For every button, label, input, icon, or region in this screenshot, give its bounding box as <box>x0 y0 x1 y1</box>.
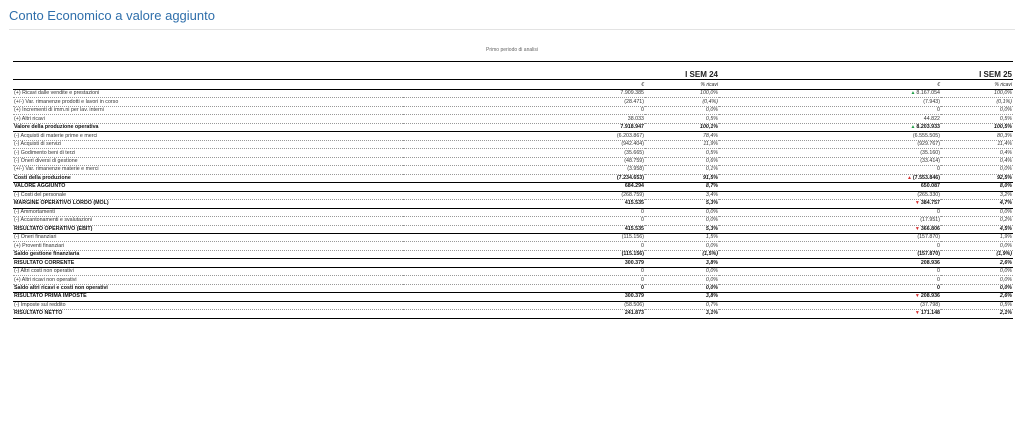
period-1-value: (7.234.653) <box>403 174 645 182</box>
table-row <box>13 259 1013 267</box>
row-label: (+) Ricavi dalle vendite e prestazioni <box>13 90 403 98</box>
table-row <box>13 98 1013 106</box>
period-1-percent: 0,0% <box>645 242 719 250</box>
table-row <box>13 157 1013 165</box>
row-label: (+) Altri ricavi <box>13 115 403 123</box>
table-row <box>13 132 1013 140</box>
arrow-down-icon: ▼ <box>914 200 920 207</box>
period-1-value: 0 <box>403 284 645 292</box>
row-label: RISULTATO OPERATIVO (EBIT) <box>13 225 403 233</box>
period-2-percent: (0,1%) <box>941 98 1013 106</box>
period-1-value: 0 <box>403 217 645 225</box>
row-label: (-) Accantonamenti e svalutazioni <box>13 217 403 225</box>
row-label: (-) Acquisti di servizi <box>13 140 403 148</box>
period-2-value-text: (7.943) <box>923 98 940 105</box>
row-label: RISULTATO CORRENTE <box>13 259 403 267</box>
row-label: MARGINE OPERATIVO LORDO (MOL) <box>13 200 403 208</box>
row-label: RISULTATO NETTO <box>13 310 403 318</box>
table-row <box>13 310 1013 318</box>
period-2-value <box>719 183 941 191</box>
period-2-percent: 0,2% <box>941 217 1013 225</box>
period-2-value <box>719 301 941 309</box>
period-1-percent: 3,1% <box>645 310 719 318</box>
table-row <box>13 183 1013 191</box>
period-1-value: 0 <box>403 106 645 114</box>
period-1-percent: 0,1% <box>645 166 719 174</box>
unit-header-row <box>13 80 1013 90</box>
period-1-value: (35.665) <box>403 149 645 157</box>
period-1-value: 0 <box>403 242 645 250</box>
period-2-percent: 0,4% <box>941 149 1013 157</box>
arrow-down-icon: ▼ <box>914 293 920 300</box>
period-2-value-text: (35.160) <box>920 149 940 156</box>
period-1-percent: 0,0% <box>645 217 719 225</box>
row-label: Valore della produzione operativa <box>13 123 403 131</box>
period-1-percent: 0,0% <box>645 106 719 114</box>
period-2-value <box>719 191 941 199</box>
period-2-value <box>719 157 941 165</box>
period-2-percent: 0,0% <box>941 242 1013 250</box>
table-row <box>13 140 1013 148</box>
period-1-percent: 78,4% <box>645 132 719 140</box>
period-1-percent: 0,6% <box>645 157 719 165</box>
period-2-percent: 0,0% <box>941 208 1013 216</box>
row-label: (+) Proventi finanziari <box>13 242 403 250</box>
period-2-value-text: 0 <box>937 276 940 283</box>
period-2-value <box>719 132 941 140</box>
period-2-percent: 80,3% <box>941 132 1013 140</box>
period-1-percent: 0,7% <box>645 301 719 309</box>
arrow-down-icon: ▼ <box>914 310 920 317</box>
period-1-value: 0 <box>403 208 645 216</box>
period-2-percent: 4,7% <box>941 200 1013 208</box>
row-label: (-) Oneri diversi di gestione <box>13 157 403 165</box>
row-label: (+) Altri ricavi non operativi <box>13 276 403 284</box>
period-2-value <box>719 140 941 148</box>
period-1-pct-header: % ricavi <box>645 80 719 90</box>
row-label: (-) Costi del personale <box>13 191 403 199</box>
period-2-percent: 0,0% <box>941 267 1013 275</box>
period-1-value: (58.506) <box>403 301 645 309</box>
table-row <box>13 233 1013 241</box>
period-1-value: (115.156) <box>403 233 645 241</box>
title-divider <box>9 29 1015 30</box>
period-2-percent: 3,2% <box>941 191 1013 199</box>
period-2-value <box>719 259 941 267</box>
period-2-percent: 0,0% <box>941 284 1013 292</box>
row-label: (-) Imposte sul reddito <box>13 301 403 309</box>
table-row <box>13 174 1013 182</box>
table-row <box>13 276 1013 284</box>
period-2-value-text: (17.951) <box>920 217 940 224</box>
row-label: (-) Acquisti di materie prime e merci <box>13 132 403 140</box>
period-header-row <box>13 65 1013 80</box>
table-row <box>13 115 1013 123</box>
arrow-down-icon: ▼ <box>914 225 920 232</box>
period-2-value-text: 44.822 <box>923 115 940 122</box>
period-1-percent: 3,8% <box>645 259 719 267</box>
income-statement <box>13 65 1013 319</box>
period-2-value-text: 208.936 <box>920 259 940 266</box>
row-label: (-) Godimento beni di terzi <box>13 149 403 157</box>
period-1-percent: 5,3% <box>645 200 719 208</box>
period-1-percent: 0,5% <box>645 149 719 157</box>
period-2-value <box>719 98 941 106</box>
table-row <box>13 250 1013 258</box>
period-2-percent: 92,5% <box>941 174 1013 182</box>
period-1-percent: 0,0% <box>645 267 719 275</box>
label-column-header <box>13 65 403 80</box>
period-2-value-text: (6.555.505) <box>912 132 940 139</box>
table-row <box>13 166 1013 174</box>
period-1-value: 300.379 <box>403 293 645 301</box>
table-row <box>13 208 1013 216</box>
arrow-up-icon: ▲ <box>906 174 912 181</box>
period-1-value: 415.535 <box>403 200 645 208</box>
table-row <box>13 90 1013 98</box>
statement-rows <box>13 90 1013 319</box>
period-2-value <box>719 166 941 174</box>
period-1-value: (115.156) <box>403 250 645 258</box>
period-1-value: (48.759) <box>403 157 645 165</box>
period-1-value: 0 <box>403 267 645 275</box>
period-2-value <box>719 90 941 98</box>
period-1-percent: 100,1% <box>645 123 719 131</box>
period-2-value <box>719 217 941 225</box>
table-row <box>13 225 1013 233</box>
row-label: RISULTATO PRIMA IMPOSTE <box>13 293 403 301</box>
period-2-value <box>719 149 941 157</box>
period-2-percent: 0,0% <box>941 276 1013 284</box>
row-label: (+/-) Var. rimanenze prodotti e lavori in corso <box>13 98 403 106</box>
period-2-percent: 0,0% <box>941 106 1013 114</box>
arrow-up-icon: ▲ <box>910 124 916 131</box>
period-2-value-text: 0 <box>937 208 940 215</box>
period-1-percent: 0,0% <box>645 276 719 284</box>
period-1-percent: 3,4% <box>645 191 719 199</box>
row-label: (-) Ammortamenti <box>13 208 403 216</box>
period-2-value-text: (929.767) <box>917 141 940 148</box>
period-2-percent: 2,1% <box>941 310 1013 318</box>
period-2-percent: 0,0% <box>941 166 1013 174</box>
period-2-percent: 0,5% <box>941 301 1013 309</box>
row-label: (+/-) Var. rimanenze materie e merci <box>13 166 403 174</box>
period-2-value-text: (7.553.846) <box>912 174 940 181</box>
row-label: Saldo gestione finanziaria <box>13 250 403 258</box>
period-2-value <box>719 200 941 208</box>
period-2-value <box>719 250 941 258</box>
period-2-value-text: 171.148 <box>920 310 940 317</box>
period-2-value-text: 8.167.054 <box>916 90 940 97</box>
period-1-percent: 0,0% <box>645 284 719 292</box>
period-2-value <box>719 225 941 233</box>
table-row <box>13 301 1013 309</box>
period-2-value-text: 366.806 <box>920 225 940 232</box>
period-1-header: I SEM 24 <box>403 65 719 80</box>
period-1-value: 684.294 <box>403 183 645 191</box>
period-2-value <box>719 115 941 123</box>
period-2-percent: 11,4% <box>941 140 1013 148</box>
period-1-percent: (1,5%) <box>645 250 719 258</box>
income-statement-table <box>13 65 1013 319</box>
period-2-value-text: (265.330) <box>917 191 940 198</box>
period-1-value: 7.918.947 <box>403 123 645 131</box>
period-2-value-text: 384.757 <box>920 200 940 207</box>
period-2-percent: 0,4% <box>941 157 1013 165</box>
period-2-value <box>719 174 941 182</box>
period-2-value <box>719 293 941 301</box>
table-row <box>13 123 1013 131</box>
period-1-percent: 3,8% <box>645 293 719 301</box>
period-2-percent: 0,5% <box>941 115 1013 123</box>
table-top-rule <box>13 61 1013 62</box>
period-1-percent: 100,0% <box>645 90 719 98</box>
period-1-percent: 11,9% <box>645 140 719 148</box>
period-2-value <box>719 310 941 318</box>
table-row <box>13 191 1013 199</box>
period-2-value <box>719 242 941 250</box>
period-2-value-text: (157.870) <box>917 234 940 241</box>
table-row <box>13 217 1013 225</box>
period-1-value: 300.379 <box>403 259 645 267</box>
period-2-value-text: 650.087 <box>920 183 940 190</box>
row-label: (-) Oneri finanziari <box>13 233 403 241</box>
period-1-percent: (0,4%) <box>645 98 719 106</box>
period-2-value <box>719 233 941 241</box>
table-row <box>13 106 1013 114</box>
period-1-percent: 91,5% <box>645 174 719 182</box>
period-2-euro-header: € <box>719 80 941 90</box>
page-title: Conto Economico a valore aggiunto <box>9 8 215 23</box>
period-1-value: 7.909.385 <box>403 90 645 98</box>
period-1-value: 38.033 <box>403 115 645 123</box>
period-2-value-text: 208.936 <box>920 293 940 300</box>
period-1-value: 0 <box>403 276 645 284</box>
table-row <box>13 293 1013 301</box>
period-1-percent: 5,3% <box>645 225 719 233</box>
period-2-value-text: 0 <box>937 285 940 292</box>
period-1-value: (3.958) <box>403 166 645 174</box>
period-1-value: (6.203.867) <box>403 132 645 140</box>
row-label: Saldo altri ricavi e costi non operativi <box>13 284 403 292</box>
period-2-value-text: 0 <box>937 166 940 173</box>
period-2-value-text: 0 <box>937 242 940 249</box>
table-row <box>13 149 1013 157</box>
table-row <box>13 267 1013 275</box>
period-1-percent: 8,7% <box>645 183 719 191</box>
period-2-value <box>719 276 941 284</box>
period-2-value <box>719 267 941 275</box>
period-2-value <box>719 123 941 131</box>
period-2-percent: 2,6% <box>941 293 1013 301</box>
period-1-value: (268.759) <box>403 191 645 199</box>
period-2-header: I SEM 25 <box>719 65 1013 80</box>
period-1-value: (28.471) <box>403 98 645 106</box>
period-2-value-text: (37.798) <box>920 301 940 308</box>
table-row <box>13 200 1013 208</box>
period-1-percent: 0,5% <box>645 115 719 123</box>
period-1-value: 415.535 <box>403 225 645 233</box>
row-label: VALORE AGGIUNTO <box>13 183 403 191</box>
period-caption: Primo periodo di analisi <box>486 47 538 53</box>
period-2-value-text: (157.870) <box>917 251 940 258</box>
row-label: (-) Altri costi non operativi <box>13 267 403 275</box>
period-1-value: (942.404) <box>403 140 645 148</box>
period-1-euro-header: € <box>403 80 645 90</box>
period-2-value-text: (33.414) <box>920 157 940 164</box>
period-2-value <box>719 208 941 216</box>
period-2-value <box>719 284 941 292</box>
row-label: Costi della produzione <box>13 174 403 182</box>
period-2-percent: 100,5% <box>941 123 1013 131</box>
period-1-value: 241.873 <box>403 310 645 318</box>
arrow-up-icon: ▲ <box>910 90 916 97</box>
period-2-percent: 8,0% <box>941 183 1013 191</box>
table-row <box>13 242 1013 250</box>
period-2-value-text: 0 <box>937 268 940 275</box>
table-row <box>13 284 1013 292</box>
period-2-percent: 100,0% <box>941 90 1013 98</box>
period-2-percent: (1,9%) <box>941 250 1013 258</box>
row-label: (+) Incrementi di imm.ni per lav. interni <box>13 106 403 114</box>
period-2-value-text: 0 <box>937 107 940 114</box>
period-2-percent: 4,5% <box>941 225 1013 233</box>
period-1-percent: 1,5% <box>645 233 719 241</box>
period-2-pct-header: % ricavi <box>941 80 1013 90</box>
period-1-percent: 0,0% <box>645 208 719 216</box>
period-2-percent: 2,6% <box>941 259 1013 267</box>
period-2-value-text: 8.203.933 <box>916 124 940 131</box>
period-2-percent: 1,9% <box>941 233 1013 241</box>
period-2-value <box>719 106 941 114</box>
